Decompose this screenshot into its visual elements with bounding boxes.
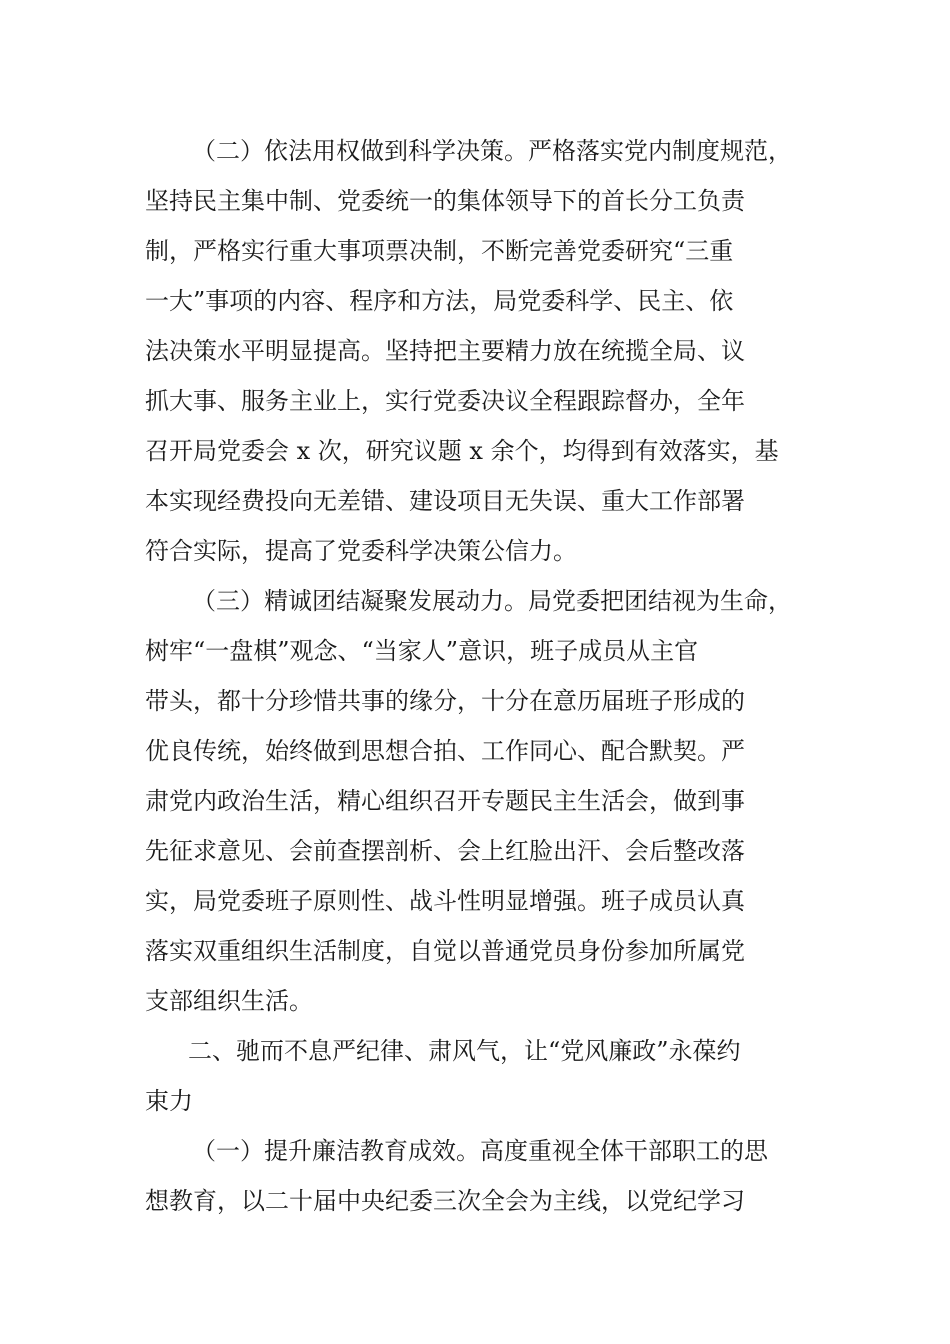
section-heading-line: 二、驰而不息严纪律、肃风气，让“党风廉政”永葆约 — [188, 1037, 741, 1065]
paragraph-line: （三）精诚团结凝聚发展动力。局党委把团结视为生命， — [192, 587, 792, 615]
paragraph-line: 树牢“一盘棋”观念、“当家人”意识，班子成员从主官 — [145, 637, 699, 665]
paragraph-line: 支部组织生活。 — [145, 987, 313, 1015]
paragraph-line: 抓大事、服务主业上，实行党委决议全程跟踪督办，全年 — [145, 387, 745, 415]
paragraph-line: 制，严格实行重大事项票决制，不断完善党委研究“三重 — [145, 237, 734, 265]
paragraph-line: 落实双重组织生活制度，自觉以普通党员身份参加所属党 — [145, 937, 745, 965]
paragraph-line: 法决策水平明显提高。坚持把主要精力放在统揽全局、议 — [145, 337, 745, 365]
paragraph-line: 想教育，以二十届中央纪委三次全会为主线，以党纪学习 — [145, 1187, 745, 1215]
paragraph-line: 优良传统，始终做到思想合拍、工作同心、配合默契。严 — [145, 737, 745, 765]
paragraph-line: 肃党内政治生活，精心组织召开专题民主生活会，做到事 — [145, 787, 745, 815]
paragraph-line: 带头，都十分珍惜共事的缘分，十分在意历届班子形成的 — [145, 687, 745, 715]
paragraph-line: 先征求意见、会前查摆剖析、会上红脸出汗、会后整改落 — [145, 837, 745, 865]
paragraph-line: 符合实际，提高了党委科学决策公信力。 — [145, 537, 577, 565]
paragraph-line: 本实现经费投向无差错、建设项目无失误、重大工作部署 — [145, 487, 745, 515]
paragraph-line: 召开局党委会 x 次，研究议题 x 余个，均得到有效落实，基 — [145, 437, 779, 465]
paragraph-line: （一）提升廉洁教育成效。高度重视全体干部职工的思 — [192, 1137, 768, 1165]
paragraph-line: 坚持民主集中制、党委统一的集体领导下的首长分工负责 — [145, 187, 745, 215]
paragraph-line: 一大”事项的内容、程序和方法，局党委科学、民主、依 — [145, 287, 734, 315]
section-heading-line: 束力 — [145, 1087, 193, 1115]
paragraph-line: （二）依法用权做到科学决策。严格落实党内制度规范， — [192, 137, 792, 165]
paragraph-line: 实，局党委班子原则性、战斗性明显增强。班子成员认真 — [145, 887, 745, 915]
